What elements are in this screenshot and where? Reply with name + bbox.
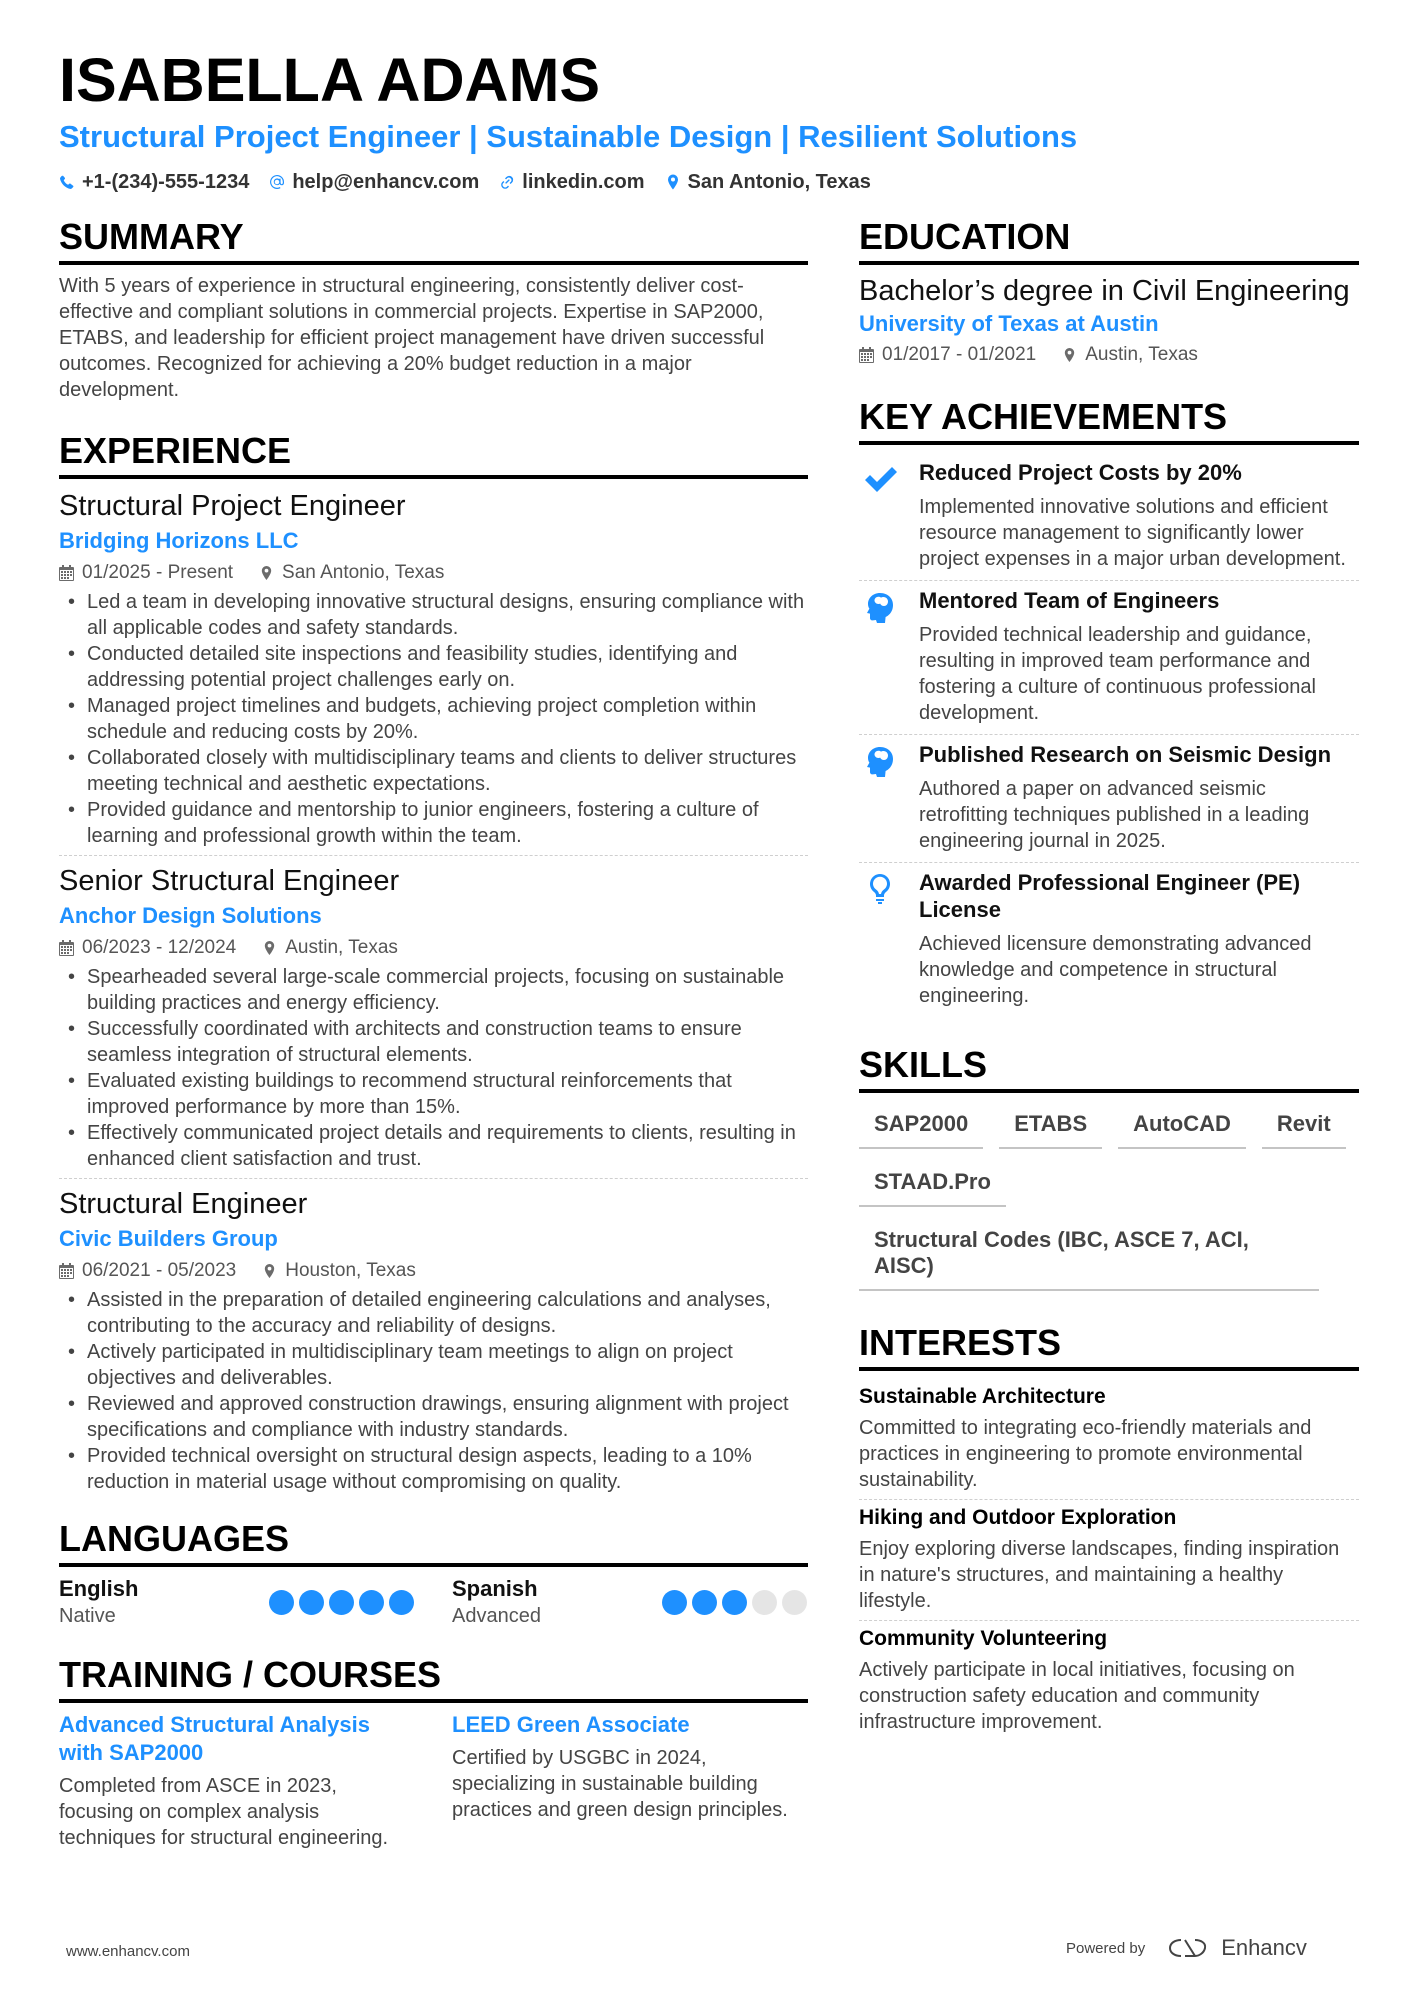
language-name: Spanish bbox=[452, 1576, 538, 1601]
course-title: LEED Green Associate bbox=[452, 1712, 690, 1737]
location-icon bbox=[665, 174, 681, 190]
achievement-item bbox=[859, 735, 1359, 863]
interest-item bbox=[859, 1500, 1359, 1621]
training-section bbox=[59, 1653, 808, 1851]
education-section bbox=[859, 215, 1359, 369]
rating-dot bbox=[692, 1590, 717, 1615]
email-text: help@enhancv.com bbox=[292, 171, 480, 193]
summary-text: With 5 years of experience in structural engineering, consistently deliver cost-effective and compliant solutions in commercial projects. Expertise in SAP2000, ETABS, and leadership for efficient project management have driven successful outcomes. Recognized for achieving a 20% budget reduction in a major development. bbox=[59, 275, 765, 401]
rating-dot bbox=[722, 1590, 747, 1615]
contact-location bbox=[665, 168, 871, 196]
interest-description: Enjoy exploring diverse landscapes, finding inspiration in nature's structures, and maintaining a healthy lifestyle. bbox=[859, 1538, 1340, 1612]
summary-heading: SUMMARY bbox=[59, 215, 808, 265]
skills-list bbox=[859, 1101, 1359, 1291]
experience-section bbox=[59, 429, 808, 1501]
dates-text: 06/2021 - 05/2023 bbox=[82, 1260, 237, 1281]
skill-tag: STAAD.Pro bbox=[859, 1163, 1006, 1207]
language-level: Advanced bbox=[452, 1605, 541, 1627]
skill-tag: ETABS bbox=[999, 1105, 1102, 1149]
interest-title: Sustainable Architecture bbox=[859, 1385, 1106, 1408]
languages-heading: LANGUAGES bbox=[59, 1517, 808, 1567]
course-description: Certified by USGBC in 2024, specializing in sustainable building practices and green design principles. bbox=[452, 1747, 788, 1821]
bullet-item: • Managed project timelines and budgets, achieving project completion within schedule and reducing costs by 20%. bbox=[59, 693, 808, 745]
bullet-item: • Reviewed and approved construction drawings, ensuring alignment with project specifications and compliance with industry standards. bbox=[59, 1391, 808, 1443]
bullet-item: • Successfully coordinated with architects and construction teams to ensure seamless integration of structural elements. bbox=[59, 1016, 808, 1068]
job-meta bbox=[59, 934, 808, 962]
language-item bbox=[452, 1575, 807, 1629]
candidate-tagline: Structural Project Engineer | Sustainable Design | Resilient Solutions bbox=[59, 119, 1078, 154]
language-item bbox=[59, 1575, 414, 1629]
rating-dot bbox=[359, 1590, 384, 1615]
education-heading: EDUCATION bbox=[859, 215, 1359, 265]
job-entry bbox=[59, 862, 808, 1179]
calendar-icon bbox=[59, 940, 74, 956]
head-icon bbox=[863, 745, 897, 777]
bullet-item: • Actively participated in multidisciplinary team meetings to align on project objectives and deliverables. bbox=[59, 1339, 808, 1391]
at-icon bbox=[269, 174, 285, 190]
left-column bbox=[59, 215, 808, 1873]
achievement-description: Authored a paper on advanced seismic retrofitting techniques published in a leading engineering journal in 2025. bbox=[919, 778, 1310, 852]
bullet-item: • Led a team in developing innovative structural designs, ensuring compliance with all applicable codes and safety standards. bbox=[59, 589, 808, 641]
rating-dot bbox=[662, 1590, 687, 1615]
powered-by-label: Powered by bbox=[1066, 1939, 1146, 1957]
dates-text: 01/2017 - 01/2021 bbox=[882, 344, 1037, 365]
languages-section bbox=[59, 1517, 808, 1629]
rating-dot bbox=[389, 1590, 414, 1615]
job-bullets bbox=[59, 1287, 808, 1495]
location-icon bbox=[259, 565, 274, 581]
bullet-item: • Assisted in the preparation of detailed engineering calculations and analyses, contributing to the accuracy and reliability of designs. bbox=[59, 1287, 808, 1339]
skill-tag: Structural Codes (IBC, ASCE 7, ACI, AISC) bbox=[859, 1221, 1319, 1291]
linkedin-text: linkedin.com bbox=[522, 171, 645, 193]
achievement-title: Reduced Project Costs by 20% bbox=[919, 460, 1242, 485]
skill-tag: SAP2000 bbox=[859, 1105, 983, 1149]
footer-branding bbox=[1066, 1935, 1307, 1961]
bullet-item: • Provided technical oversight on structural design aspects, leading to a 10% reduction in material usage without compromising on quality. bbox=[59, 1443, 808, 1495]
job-meta bbox=[59, 1257, 808, 1285]
rating-dot bbox=[269, 1590, 294, 1615]
job-title: Structural Project Engineer bbox=[59, 490, 406, 522]
skill-tag: Revit bbox=[1262, 1105, 1346, 1149]
interest-item bbox=[859, 1379, 1359, 1500]
location-icon bbox=[1062, 347, 1077, 363]
link-icon bbox=[499, 174, 515, 190]
brand-name: Enhancv bbox=[1221, 1935, 1307, 1960]
company-name: Bridging Horizons LLC bbox=[59, 528, 299, 553]
location-icon bbox=[262, 1263, 277, 1279]
interests-heading: INTERESTS bbox=[859, 1321, 1359, 1371]
summary-section bbox=[59, 215, 808, 403]
achievement-description: Achieved licensure demonstrating advanced knowledge and competence in structural engineering. bbox=[919, 933, 1312, 1007]
location-icon bbox=[262, 940, 277, 956]
language-rating bbox=[662, 1590, 807, 1615]
phone-icon bbox=[59, 174, 75, 190]
contact-email[interactable] bbox=[269, 168, 479, 196]
job-location bbox=[259, 559, 444, 587]
achievements-section bbox=[859, 395, 1359, 1017]
job-entry bbox=[59, 1185, 808, 1501]
calendar-icon bbox=[59, 1263, 74, 1279]
job-bullets bbox=[59, 964, 808, 1172]
job-location bbox=[262, 1257, 416, 1285]
languages-list bbox=[59, 1575, 808, 1629]
course-item bbox=[452, 1711, 807, 1851]
bullet-item: • Provided guidance and mentorship to junior engineers, fostering a culture of learning and professional growth within the team. bbox=[59, 797, 808, 849]
skills-section bbox=[859, 1043, 1359, 1291]
education-meta bbox=[859, 341, 1359, 369]
calendar-icon bbox=[59, 565, 74, 581]
language-level: Native bbox=[59, 1605, 116, 1627]
contact-phone[interactable] bbox=[59, 168, 249, 196]
interest-description: Committed to integrating eco-friendly materials and practices in engineering to promote environmental sustainability. bbox=[859, 1417, 1312, 1491]
bullet-item: • Conducted detailed site inspections and feasibility studies, identifying and addressing potential project challenges early on. bbox=[59, 641, 808, 693]
rating-dot bbox=[329, 1590, 354, 1615]
course-title: Advanced Structural Analysis with SAP2000 bbox=[59, 1712, 370, 1765]
language-name: English bbox=[59, 1576, 139, 1601]
course-description: Completed from ASCE in 2023, focusing on complex analysis techniques for structural engineering. bbox=[59, 1775, 389, 1849]
rating-dot bbox=[752, 1590, 777, 1615]
enhancv-logo[interactable] bbox=[1167, 1935, 1307, 1961]
footer-website-link[interactable]: www.enhancv.com bbox=[66, 1943, 190, 1960]
experience-heading: EXPERIENCE bbox=[59, 429, 808, 479]
achievement-item bbox=[859, 581, 1359, 735]
course-item bbox=[59, 1711, 414, 1851]
interest-title: Community Volunteering bbox=[859, 1627, 1108, 1650]
location-text: Austin, Texas bbox=[1085, 344, 1198, 365]
bullet-item: • Evaluated existing buildings to recommend structural reinforcements that improved performance by more than 15%. bbox=[59, 1068, 808, 1120]
achievement-description: Implemented innovative solutions and efficient resource management to significantly lower project expenses in a major urban development. bbox=[919, 496, 1346, 570]
achievements-heading: KEY ACHIEVEMENTS bbox=[859, 395, 1359, 445]
checkmark-icon bbox=[863, 463, 897, 495]
interest-description: Actively participate in local initiatives, focusing on construction safety education and community infrastructure improvement. bbox=[859, 1659, 1295, 1733]
job-bullets bbox=[59, 589, 808, 849]
achievement-item bbox=[859, 863, 1359, 1017]
enhancv-logo-icon bbox=[1167, 1936, 1211, 1960]
achievement-item bbox=[859, 453, 1359, 581]
courses-list bbox=[59, 1711, 808, 1851]
job-dates bbox=[59, 1257, 236, 1285]
skills-heading: SKILLS bbox=[859, 1043, 1359, 1093]
achievement-description: Provided technical leadership and guidance, resulting in improved team performance and fostering a culture of continuous professional development. bbox=[919, 624, 1316, 724]
dates-text: 06/2023 - 12/2024 bbox=[82, 937, 237, 958]
education-location bbox=[1062, 341, 1198, 369]
job-title: Structural Engineer bbox=[59, 1188, 308, 1220]
rating-dot bbox=[299, 1590, 324, 1615]
achievement-title: Awarded Professional Engineer (PE) License bbox=[919, 870, 1301, 922]
head-icon bbox=[863, 591, 897, 623]
job-title: Senior Structural Engineer bbox=[59, 865, 400, 897]
interest-item bbox=[859, 1621, 1359, 1741]
lightbulb-icon bbox=[863, 873, 897, 905]
job-dates bbox=[59, 934, 236, 962]
location-text: Houston, Texas bbox=[285, 1260, 416, 1281]
calendar-icon bbox=[859, 347, 874, 363]
language-rating bbox=[269, 1590, 414, 1615]
bullet-item: • Effectively communicated project details and requirements to clients, resulting in enhanced client satisfaction and trust. bbox=[59, 1120, 808, 1172]
company-name: Anchor Design Solutions bbox=[59, 903, 322, 928]
interest-title: Hiking and Outdoor Exploration bbox=[859, 1506, 1177, 1529]
dates-text: 01/2025 - Present bbox=[82, 562, 234, 583]
contact-linkedin[interactable] bbox=[499, 168, 644, 196]
right-column bbox=[859, 215, 1359, 1763]
location-text: Austin, Texas bbox=[285, 937, 398, 958]
bullet-item: • Collaborated closely with multidisciplinary teams and clients to deliver structures meeting technical and aesthetic expectations. bbox=[59, 745, 808, 797]
achievement-title: Published Research on Seismic Design bbox=[919, 742, 1332, 767]
contact-bar bbox=[59, 168, 871, 196]
training-heading: TRAINING / COURSES bbox=[59, 1653, 808, 1703]
interests-section bbox=[859, 1321, 1359, 1741]
location-text: San Antonio, Texas bbox=[282, 562, 445, 583]
bullet-item: • Spearheaded several large-scale commercial projects, focusing on sustainable building practices and energy efficiency. bbox=[59, 964, 808, 1016]
degree-title: Bachelor’s degree in Civil Engineering bbox=[859, 275, 1350, 307]
job-meta bbox=[59, 559, 808, 587]
rating-dot bbox=[782, 1590, 807, 1615]
school-name: University of Texas at Austin bbox=[859, 311, 1159, 336]
job-entry bbox=[59, 487, 808, 856]
phone-text: +1-(234)-555-1234 bbox=[82, 171, 250, 193]
company-name: Civic Builders Group bbox=[59, 1226, 278, 1251]
job-dates bbox=[59, 559, 233, 587]
education-dates bbox=[859, 341, 1036, 369]
job-location bbox=[262, 934, 398, 962]
candidate-name: ISABELLA ADAMS bbox=[59, 46, 601, 114]
skill-tag: AutoCAD bbox=[1118, 1105, 1246, 1149]
location-text: San Antonio, Texas bbox=[687, 171, 871, 193]
achievement-title: Mentored Team of Engineers bbox=[919, 588, 1220, 613]
